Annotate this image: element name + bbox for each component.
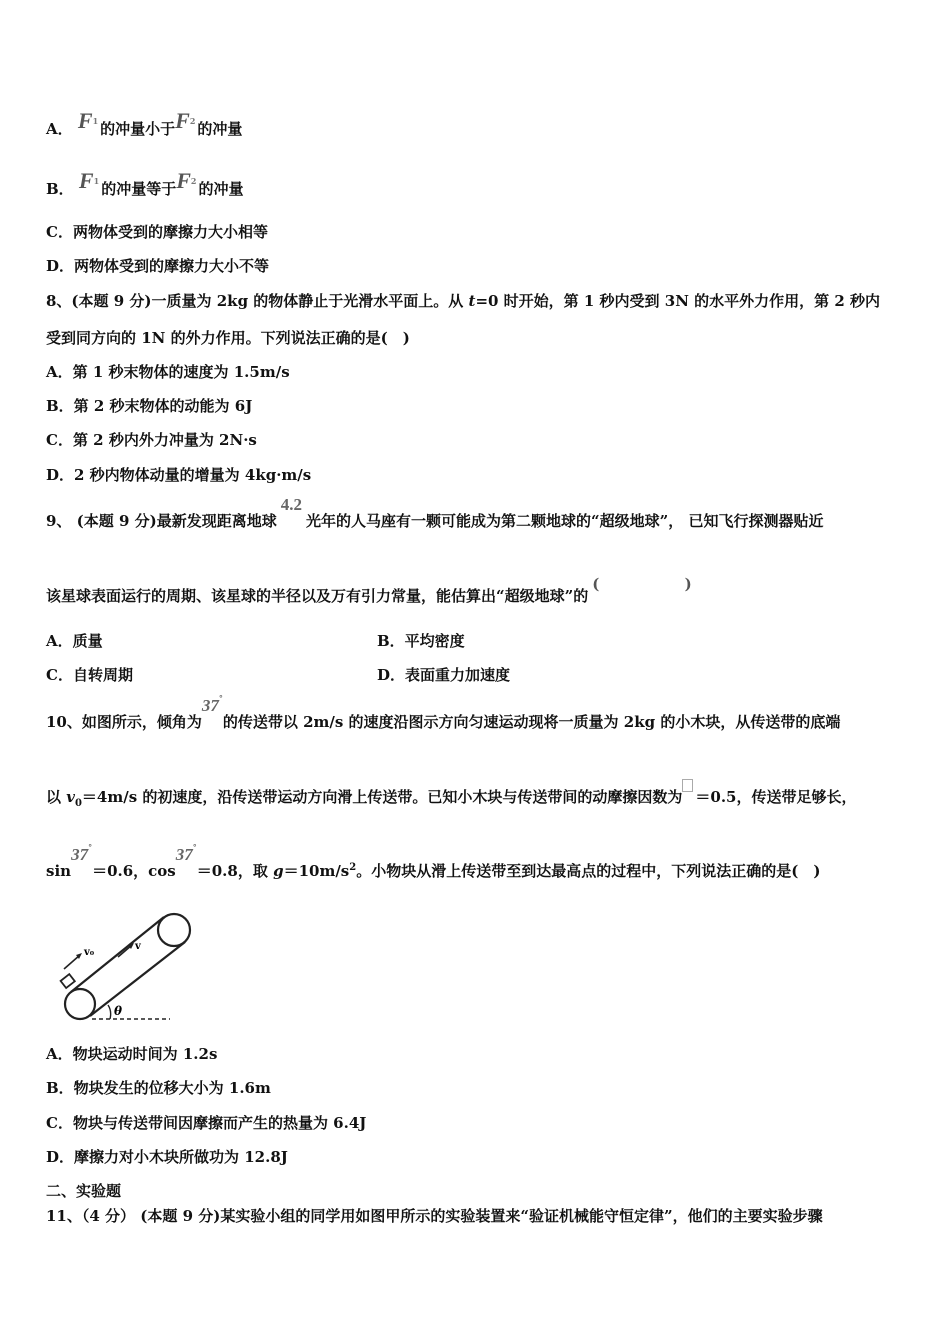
- q8-option-c: C．第 2 秒内外力冲量为 2N·s: [46, 431, 257, 449]
- force-symbol: F: [175, 108, 190, 133]
- q10-option-a: A．物块运动时间为 1.2s: [46, 1045, 218, 1063]
- q10-stem-line1: 10、如图所示，倾角为37°的传送带以 2m/s 的速度沿图示方向匀速运动现将一质量为 2kg 的小木块，从传送带的底端: [46, 693, 841, 731]
- q7-option-b: B． $F^1$ 的冲量等于$F^2$ 的冲量: [46, 168, 244, 198]
- v0-label: v₀: [84, 947, 95, 958]
- belt-bottom: [90, 942, 185, 1016]
- q7-option-d: D．两物体受到的摩擦力大小不等: [46, 257, 270, 275]
- q8-option-a: A．第 1 秒末物体的速度为 1.5m/s: [46, 363, 290, 381]
- q8-stem-line2: 受到同方向的 1N 的外力作用。下列说法正确的是( ): [46, 329, 410, 347]
- angle-value: 37: [201, 696, 219, 715]
- q9-stem-line1: 9、 (本题 9 分)最新发现距离地球4.2光年的人马座有一颗可能成为第二颗地球的“超级地球”， 已知飞行探测器贴近: [46, 495, 824, 530]
- q8-option-d: D．2 秒内物体动量的增量为 4kg·m/s: [46, 466, 312, 484]
- q10-option-d: D．摩擦力对小木块所做功为 12.8J: [46, 1148, 288, 1166]
- q10-option-c: C．物块与传送带间因摩擦而产生的热量为 6.4J: [46, 1114, 367, 1132]
- force-symbol: F: [77, 108, 93, 133]
- section-heading: 二、实验题: [46, 1182, 122, 1200]
- force-symbol: F: [176, 168, 191, 193]
- q8-option-b: B．第 2 秒末物体的动能为 6J: [46, 397, 253, 415]
- angle-arc: [108, 1005, 111, 1019]
- q10-stem-line2: 以 $v_0=4m/s$ 的初速度，沿传送带运动方向滑上传送带。已知小木块与传送带间的动摩擦因数为 ＝0.5，传送带足够长，: [46, 786, 857, 809]
- q7-option-a: A． $F^1$ 的冲量小于$F^2$ 的冲量: [46, 108, 243, 138]
- q9-stem-line2: 该星球表面运行的周期、该星球的半径以及万有引力常量，能估算出“超级地球”的( ): [46, 575, 732, 605]
- q9-option-a: A．质量: [46, 632, 103, 650]
- conveyor-belt-figure: [52, 905, 212, 1025]
- q9-option-c: C．自转周期: [46, 666, 133, 684]
- q8-stem-line1: 8、(本题 9 分)一质量为 2kg 的物体静止于光滑水平面上。从 t=0 时开始，第 1 秒内受到 3N 的水平外力作用，第 2 秒内: [46, 292, 881, 310]
- q9-option-b: B．平均密度: [377, 632, 465, 650]
- q11-stem: 11、（4 分） (本题 9 分)某实验小组的同学用如图甲所示的实验装置来“验证机械能守恒定律”，他们的主要实验步骤: [46, 1207, 823, 1225]
- wooden-block: [61, 974, 75, 988]
- q10-stem-line3: sin37°＝0.6，cos37°＝0.8，取 $g=10m/s^2$。小物块从滑上传送带至到达最高点的过程中，下列说法正确的是( ): [46, 842, 821, 880]
- theta-label: θ: [114, 1004, 123, 1018]
- force-symbol: F: [78, 168, 94, 193]
- v-label: v: [135, 941, 141, 952]
- q10-option-b: B．物块发生的位移大小为 1.6m: [46, 1079, 271, 1097]
- mu-placeholder-icon: [682, 779, 693, 792]
- distance-value: 4.2: [280, 495, 302, 514]
- answer-parenthesis: ( ): [592, 575, 732, 593]
- q9-option-d: D．表面重力加速度: [377, 666, 511, 684]
- q7-option-c: C．两物体受到的摩擦力大小相等: [46, 223, 268, 241]
